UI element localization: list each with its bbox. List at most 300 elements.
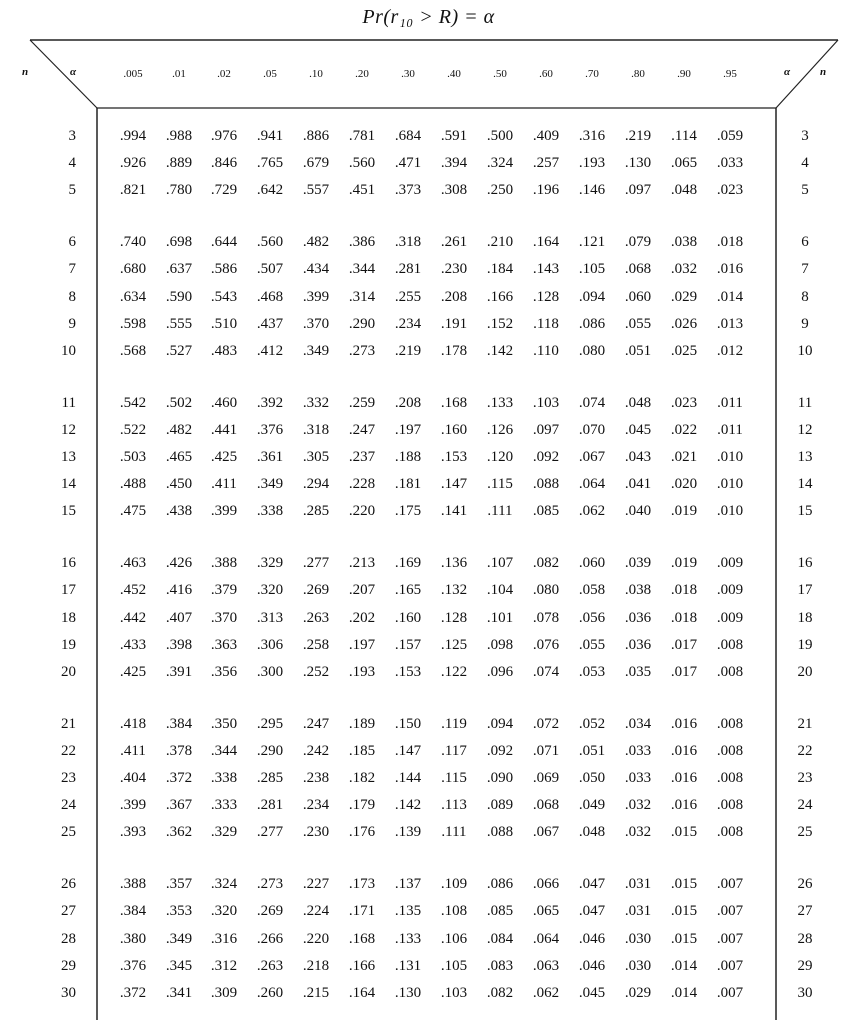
table-cell: .404 (119, 770, 147, 786)
table-cell: .113 (441, 797, 467, 814)
table-cell: .560 (256, 234, 284, 251)
row-n-right: 16 (797, 555, 813, 572)
row-n-left: 18 (61, 609, 76, 626)
row-n-right: 13 (797, 449, 813, 465)
table-cell: .224 (302, 903, 330, 920)
table-cell: .560 (348, 155, 376, 172)
table-cell: .207 (348, 582, 376, 599)
table-cell: .086 (486, 876, 514, 893)
table-cell: .164 (348, 984, 376, 1001)
table-cell: .128 (532, 288, 560, 305)
table-cell: .586 (210, 261, 238, 278)
table-cell: .166 (348, 957, 376, 974)
table-cell: .160 (394, 609, 422, 626)
row-n-right: 10 (797, 342, 813, 359)
table-cell: .153 (440, 449, 468, 465)
table-cell: .273 (348, 342, 376, 359)
table-cell: .097 (624, 182, 652, 199)
row-n-right: 5 (801, 182, 809, 199)
table-cell: .014 (670, 984, 698, 1001)
table-cell: .500 (486, 128, 514, 144)
table-cell: .014 (670, 957, 698, 974)
table-cell: .384 (119, 903, 147, 920)
table-cell: .247 (348, 421, 376, 438)
table-cell: .066 (532, 876, 560, 893)
table-cell: .090 (486, 770, 514, 786)
table-cell: .644 (210, 234, 238, 251)
row-n-right: 30 (797, 984, 813, 1001)
table-cell: .008 (716, 715, 744, 732)
table-cell: .407 (165, 609, 193, 626)
table-cell: .197 (394, 421, 422, 438)
row-n-left: 9 (68, 315, 76, 332)
table-cell: .388 (119, 876, 147, 893)
table-cell: .132 (440, 582, 468, 599)
table-cell: .988 (165, 128, 193, 144)
table-cell: .886 (302, 128, 330, 144)
table-cell: .022 (670, 421, 698, 438)
table-cell: .164 (532, 234, 560, 251)
table-cell: .033 (716, 155, 744, 172)
table-cell: .425 (210, 449, 238, 465)
table-cell: .038 (670, 234, 698, 251)
table-cell: .060 (578, 555, 606, 572)
row-n-left: 10 (61, 342, 76, 359)
table-cell: .105 (440, 957, 468, 974)
table-cell: .051 (578, 742, 606, 759)
table-cell: .023 (716, 182, 744, 199)
table-cell: .040 (624, 503, 652, 520)
table-cell: .139 (394, 824, 422, 841)
table-cell: .329 (210, 824, 238, 841)
table-cell: .388 (210, 555, 238, 572)
row-n-left: 29 (61, 957, 76, 974)
table-cell: .088 (532, 476, 560, 493)
table-cell: .009 (716, 582, 744, 599)
table-cell: .376 (119, 957, 147, 974)
table-cell: .007 (716, 903, 744, 920)
table-cell: .314 (348, 288, 376, 305)
table-cell: .181 (394, 476, 422, 493)
table-cell: .294 (302, 476, 330, 493)
table-cell: .013 (716, 315, 744, 332)
table-cell: .350 (210, 715, 238, 732)
table-cell: .316 (210, 930, 238, 947)
alpha-label-right: α (784, 66, 791, 78)
table-cell: .399 (119, 797, 147, 814)
table-cell: .290 (348, 315, 376, 332)
table-cell: .475 (119, 503, 147, 520)
table-cell: .074 (532, 663, 560, 680)
table-cell: .228 (348, 476, 376, 493)
table-cell: .568 (119, 342, 147, 359)
row-n-left: 22 (61, 742, 76, 759)
table-cell: .036 (624, 609, 652, 626)
table-cell: .122 (440, 663, 468, 680)
row-n-right: 20 (797, 663, 813, 680)
table-cell: .313 (256, 609, 284, 626)
table-cell: .527 (165, 342, 193, 359)
table-cell: .046 (578, 957, 606, 974)
table-cell: .007 (716, 984, 744, 1001)
table-cell: .018 (670, 582, 698, 599)
table-cell: .393 (119, 824, 147, 841)
row-n-left: 23 (61, 770, 76, 786)
table-cell: .394 (440, 155, 468, 172)
table-cell: .344 (210, 742, 238, 759)
table-cell: .502 (165, 394, 193, 411)
table-cell: .684 (394, 128, 422, 144)
table-cell: .353 (165, 903, 193, 920)
row-n-right: 9 (801, 315, 809, 332)
table-cell: .503 (119, 449, 147, 465)
alpha-header-cell: .40 (447, 68, 461, 80)
table-cell: .202 (348, 609, 376, 626)
table-cell: .185 (348, 742, 376, 759)
table-cell: .084 (486, 930, 514, 947)
table-cell: .781 (348, 128, 376, 144)
table-cell: .434 (302, 261, 330, 278)
table-cell: .111 (487, 503, 513, 520)
table-cell: .345 (165, 957, 193, 974)
table-cell: .220 (302, 930, 330, 947)
table-cell: .193 (578, 155, 606, 172)
table-cell: .465 (165, 449, 193, 465)
table-cell: .305 (302, 449, 330, 465)
table-cell: .015 (670, 876, 698, 893)
row-n-left: 15 (61, 503, 76, 520)
table-cell: .182 (348, 770, 376, 786)
table-cell: .386 (348, 234, 376, 251)
table-cell: .065 (532, 903, 560, 920)
table-cell: .019 (670, 503, 698, 520)
table-cell: .333 (210, 797, 238, 814)
table-cell: .642 (256, 182, 284, 199)
table-cell: .409 (532, 128, 560, 144)
table-cell: .543 (210, 288, 238, 305)
table-cell: .026 (670, 315, 698, 332)
table-cell: .021 (670, 449, 698, 465)
table-cell: .510 (210, 315, 238, 332)
table-cell: .507 (256, 261, 284, 278)
table-cell: .433 (119, 636, 147, 653)
table-cell: .247 (302, 715, 330, 732)
table-cell: .011 (717, 394, 743, 411)
table-cell: .557 (302, 182, 330, 199)
table-cell: .017 (670, 636, 698, 653)
table-cell: .137 (394, 876, 422, 893)
table-cell: .097 (532, 421, 560, 438)
table-cell: .142 (394, 797, 422, 814)
row-n-left: 8 (68, 288, 76, 305)
table-cell: .025 (670, 342, 698, 359)
table-cell: .392 (256, 394, 284, 411)
table-cell: .361 (256, 449, 284, 465)
table-cell: .165 (394, 582, 422, 599)
table-cell: .015 (670, 930, 698, 947)
table-cell: .168 (440, 394, 468, 411)
table-cell: .363 (210, 636, 238, 653)
table-cell: .060 (624, 288, 652, 305)
table-cell: .065 (670, 155, 698, 172)
table-cell: .135 (394, 903, 422, 920)
table-cell: .320 (256, 582, 284, 599)
table-cell: .220 (348, 503, 376, 520)
table-cell: .083 (486, 957, 514, 974)
row-n-left: 12 (61, 421, 76, 438)
table-cell: .031 (624, 903, 652, 920)
table-cell: .047 (578, 876, 606, 893)
table-cell: .106 (440, 930, 468, 947)
table-cell: .637 (165, 261, 193, 278)
table-cell: .079 (624, 234, 652, 251)
table-cell: .680 (119, 261, 147, 278)
table-cell: .230 (302, 824, 330, 841)
table-cell: .300 (256, 663, 284, 680)
table-cell: .126 (486, 421, 514, 438)
row-n-right: 6 (801, 234, 809, 251)
table-cell: .309 (210, 984, 238, 1001)
table-cell: .285 (256, 770, 284, 786)
table-cell: .219 (394, 342, 422, 359)
table-cell: .115 (487, 476, 513, 493)
table-cell: .009 (716, 555, 744, 572)
table-cell: .064 (578, 476, 606, 493)
table-cell: .062 (532, 984, 560, 1001)
table-cell: .120 (486, 449, 514, 465)
table-cell: .259 (348, 394, 376, 411)
row-n-right: 12 (797, 421, 813, 438)
table-cell: .133 (394, 930, 422, 947)
table-cell: .257 (532, 155, 560, 172)
table-cell: .208 (440, 288, 468, 305)
row-n-left: 30 (61, 984, 76, 1001)
row-n-left: 11 (61, 394, 76, 411)
row-n-right: 17 (797, 582, 813, 599)
table-cell: .016 (670, 797, 698, 814)
row-n-right: 29 (797, 957, 813, 974)
alpha-header-cell: .02 (217, 68, 231, 80)
row-n-left: 16 (61, 555, 76, 572)
row-n-left: 17 (61, 582, 76, 599)
table-cell: .171 (348, 903, 376, 920)
table-cell: .043 (624, 449, 652, 465)
table-cell: .111 (441, 824, 467, 841)
table-cell: .376 (256, 421, 284, 438)
table-cell: .059 (716, 128, 744, 144)
table-cell: .344 (348, 261, 376, 278)
table-cell: .012 (716, 342, 744, 359)
table-cell: .234 (394, 315, 422, 332)
table-cell: .071 (532, 742, 560, 759)
table-cell: .372 (165, 770, 193, 786)
row-n-left: 26 (61, 876, 76, 893)
row-n-left: 27 (61, 903, 76, 920)
table-cell: .131 (394, 957, 422, 974)
table-cell: .058 (578, 582, 606, 599)
table-cell: .008 (716, 770, 744, 786)
table-cell: .088 (486, 824, 514, 841)
table-cell: .426 (165, 555, 193, 572)
table-cell: .085 (486, 903, 514, 920)
table-cell: .542 (119, 394, 147, 411)
table-cell: .010 (716, 449, 744, 465)
table-cell: .114 (671, 128, 697, 144)
table-cell: .277 (302, 555, 330, 572)
table-cell: .349 (302, 342, 330, 359)
row-n-right: 23 (797, 770, 813, 786)
table-cell: .086 (578, 315, 606, 332)
table-cell: .023 (670, 394, 698, 411)
table-cell: .101 (486, 609, 514, 626)
table-cell: .269 (256, 903, 284, 920)
row-n-right: 24 (797, 797, 813, 814)
table-cell: .052 (578, 715, 606, 732)
table-cell: .362 (165, 824, 193, 841)
table-cell: .029 (624, 984, 652, 1001)
row-n-left: 13 (61, 449, 76, 465)
row-n-left: 5 (68, 182, 76, 199)
table-cell: .008 (716, 797, 744, 814)
alpha-header-cell: .80 (631, 68, 645, 80)
table-cell: .373 (394, 182, 422, 199)
row-n-right: 25 (797, 824, 813, 841)
table-cell: .338 (210, 770, 238, 786)
table-cell: .193 (348, 663, 376, 680)
table-cell: .055 (624, 315, 652, 332)
table-cell: .130 (624, 155, 652, 172)
table-cell: .125 (440, 636, 468, 653)
row-n-left: 3 (68, 128, 76, 144)
table-cell: .197 (348, 636, 376, 653)
row-n-left: 14 (61, 476, 76, 493)
table-cell: .591 (440, 128, 468, 144)
table-cell: .041 (624, 476, 652, 493)
table-cell: .153 (394, 663, 422, 680)
table-cell: .329 (256, 555, 284, 572)
table-cell: .976 (210, 128, 238, 144)
table-cell: .117 (441, 742, 467, 759)
table-cell: .048 (578, 824, 606, 841)
table-cell: .030 (624, 957, 652, 974)
table-cell: .821 (119, 182, 147, 199)
table-cell: .032 (624, 824, 652, 841)
row-n-left: 7 (68, 261, 76, 278)
table-cell: .008 (716, 636, 744, 653)
row-n-left: 6 (68, 234, 76, 251)
n-label-left: n (22, 66, 29, 78)
table-cell: .146 (578, 182, 606, 199)
table-cell: .281 (256, 797, 284, 814)
table-cell: .096 (486, 663, 514, 680)
table-cell: .032 (670, 261, 698, 278)
table-cell: .780 (165, 182, 193, 199)
table-cell: .039 (624, 555, 652, 572)
row-n-right: 3 (801, 128, 809, 144)
table-cell: .051 (624, 342, 652, 359)
table-cell: .590 (165, 288, 193, 305)
table-cell: .082 (486, 984, 514, 1001)
table-cell: .152 (486, 315, 514, 332)
table-cell: .411 (211, 476, 237, 493)
table-cell: .128 (440, 609, 468, 626)
table-cell: .169 (394, 555, 422, 572)
table-cell: .048 (624, 394, 652, 411)
table-cell: .188 (394, 449, 422, 465)
table-cell: .196 (532, 182, 560, 199)
table-cell: .118 (533, 315, 559, 332)
table-cell: .007 (716, 876, 744, 893)
table-cell: .034 (624, 715, 652, 732)
table-cell: .098 (486, 636, 514, 653)
table-cell: .166 (486, 288, 514, 305)
table-cell: .121 (578, 234, 606, 251)
table-cell: .008 (716, 663, 744, 680)
table-cell: .107 (486, 555, 514, 572)
table-cell: .318 (394, 234, 422, 251)
table-cell: .273 (256, 876, 284, 893)
table-cell: .263 (302, 609, 330, 626)
table-cell: .019 (670, 555, 698, 572)
table-cell: .007 (716, 930, 744, 947)
table-cell: .067 (578, 449, 606, 465)
table-cell: .482 (302, 234, 330, 251)
table-cell: .266 (256, 930, 284, 947)
table-cell: .020 (670, 476, 698, 493)
table-cell: .238 (302, 770, 330, 786)
row-n-left: 20 (61, 663, 76, 680)
table-cell: .029 (670, 288, 698, 305)
table-cell: .055 (578, 636, 606, 653)
table-cell: .994 (119, 128, 147, 144)
table-cell: .230 (440, 261, 468, 278)
row-n-right: 18 (797, 609, 813, 626)
table-cell: .740 (119, 234, 147, 251)
table-cell: .094 (578, 288, 606, 305)
table-cell: .242 (302, 742, 330, 759)
table-cell: .008 (716, 824, 744, 841)
table-cell: .011 (717, 421, 743, 438)
table-cell: .411 (120, 742, 146, 759)
table-cell: .367 (165, 797, 193, 814)
table-cell: .471 (394, 155, 422, 172)
table-cell: .015 (670, 824, 698, 841)
table-cell: .045 (624, 421, 652, 438)
table-cell: .016 (670, 770, 698, 786)
table-cell: .277 (256, 824, 284, 841)
table-cell: .018 (716, 234, 744, 251)
table-cell: .176 (348, 824, 376, 841)
row-n-right: 27 (797, 903, 813, 920)
row-n-right: 11 (797, 394, 813, 411)
table-cell: .080 (578, 342, 606, 359)
table-cell: .452 (119, 582, 147, 599)
alpha-header-cell: .70 (585, 68, 599, 80)
table-cell: .092 (532, 449, 560, 465)
table-cell: .144 (394, 770, 422, 786)
row-n-right: 28 (797, 930, 813, 947)
row-n-right: 15 (797, 503, 813, 520)
table-cell: .175 (394, 503, 422, 520)
table-cell: .070 (578, 421, 606, 438)
table-title: Pr(r₁₀ > R) = α (362, 6, 495, 28)
row-n-left: 24 (61, 797, 76, 814)
table-cell: .068 (532, 797, 560, 814)
table-cell: .056 (578, 609, 606, 626)
table-cell: .218 (302, 957, 330, 974)
table-cell: .133 (486, 394, 514, 411)
alpha-header-cell: .50 (493, 68, 507, 80)
